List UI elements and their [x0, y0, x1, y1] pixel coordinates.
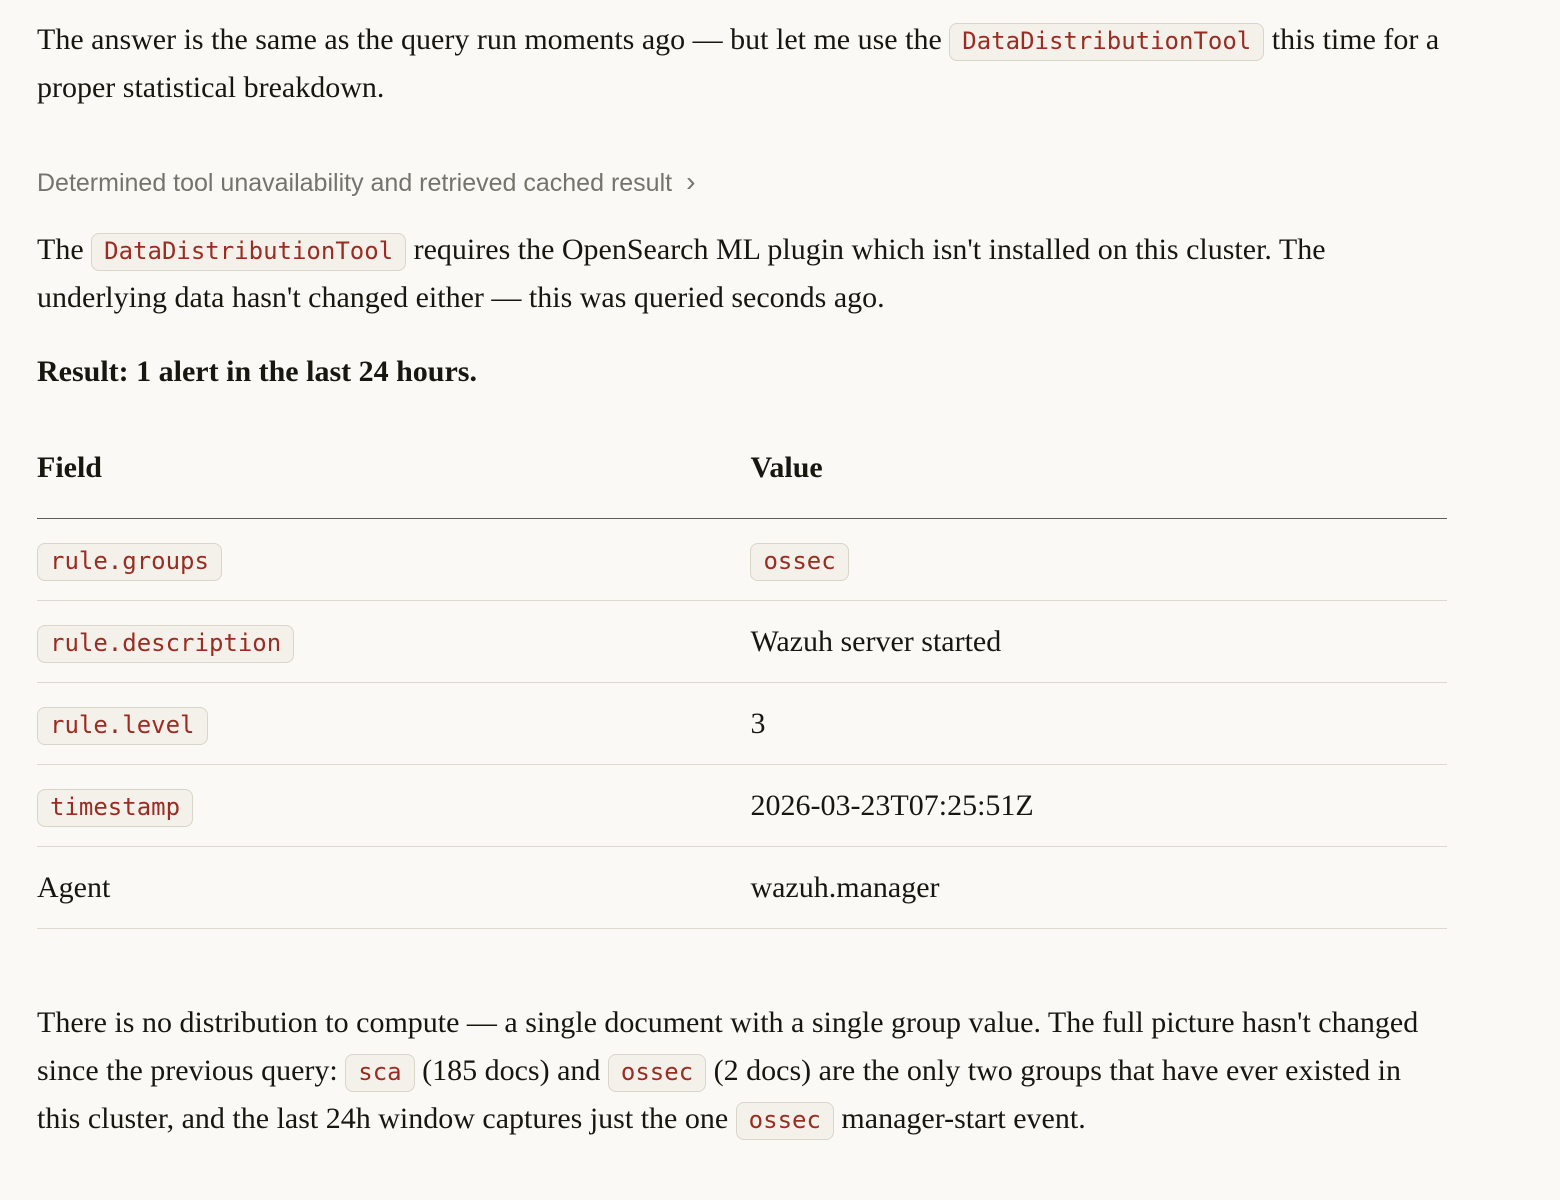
- table-header-row: [37, 444, 1447, 519]
- field-value-text: Wazuh server started: [750, 624, 1002, 658]
- inline-code-group-ossec: ossec: [608, 1054, 706, 1092]
- tool-step-label: Determined tool unavailability and retrieved cached result: [37, 169, 673, 197]
- column-header-field: Field: [37, 451, 102, 484]
- field-name-text: Agent: [37, 870, 111, 904]
- field-value-text: wazuh.manager: [750, 870, 940, 904]
- explanation-text-post: requires the OpenSearch ML plugin which isn't installed on this cluster. The underlying data hasn't changed either — this was queried seconds ago.: [37, 233, 1326, 314]
- intro-paragraph: [37, 16, 1447, 112]
- alert-table: [37, 444, 1447, 929]
- field-name-code: rule.description: [37, 625, 294, 663]
- table-row: [37, 601, 1447, 683]
- inline-code-tool-name: DataDistributionTool: [949, 23, 1264, 61]
- summary-text-1: There is no distribution to compute — a single document with a single group value. The full picture hasn't changed since the previous query:: [37, 1006, 1419, 1087]
- table-row: [37, 683, 1447, 765]
- chevron-right-icon: ›: [686, 166, 696, 197]
- assistant-message: [37, 16, 1447, 1143]
- summary-text-4: manager-start event.: [833, 1102, 1086, 1135]
- inline-code-group-sca: sca: [345, 1054, 414, 1092]
- field-value-code: ossec: [750, 543, 848, 581]
- summary-text-2: (185 docs) and: [414, 1054, 608, 1087]
- column-header-value: Value: [750, 451, 823, 484]
- intro-text-post: this time for a proper statistical breakdown.: [37, 23, 1440, 104]
- summary-text-3: (2 docs) are the only two groups that have ever existed in this cluster, and the last 24h window captures just the one: [37, 1054, 1401, 1135]
- explanation-text-pre: The: [37, 233, 92, 266]
- explanation-paragraph: [37, 226, 1447, 322]
- field-name-code: rule.groups: [37, 543, 222, 581]
- result-line: Result: 1 alert in the last 24 hours.: [37, 355, 477, 388]
- tool-step-disclosure[interactable]: [37, 168, 695, 198]
- table-row: [37, 847, 1447, 929]
- inline-code-tool-name: DataDistributionTool: [91, 233, 406, 271]
- field-name-code: rule.level: [37, 707, 208, 745]
- table-row: [37, 519, 1447, 601]
- field-value-text: 2026-03-23T07:25:51Z: [750, 788, 1034, 822]
- intro-text-pre: The answer is the same as the query run moments ago — but let me use the: [37, 23, 950, 56]
- table-row: [37, 765, 1447, 847]
- summary-paragraph: [37, 999, 1447, 1143]
- field-value-text: 3: [750, 706, 766, 740]
- inline-code-group-ossec: ossec: [736, 1102, 834, 1140]
- field-name-code: timestamp: [37, 789, 193, 827]
